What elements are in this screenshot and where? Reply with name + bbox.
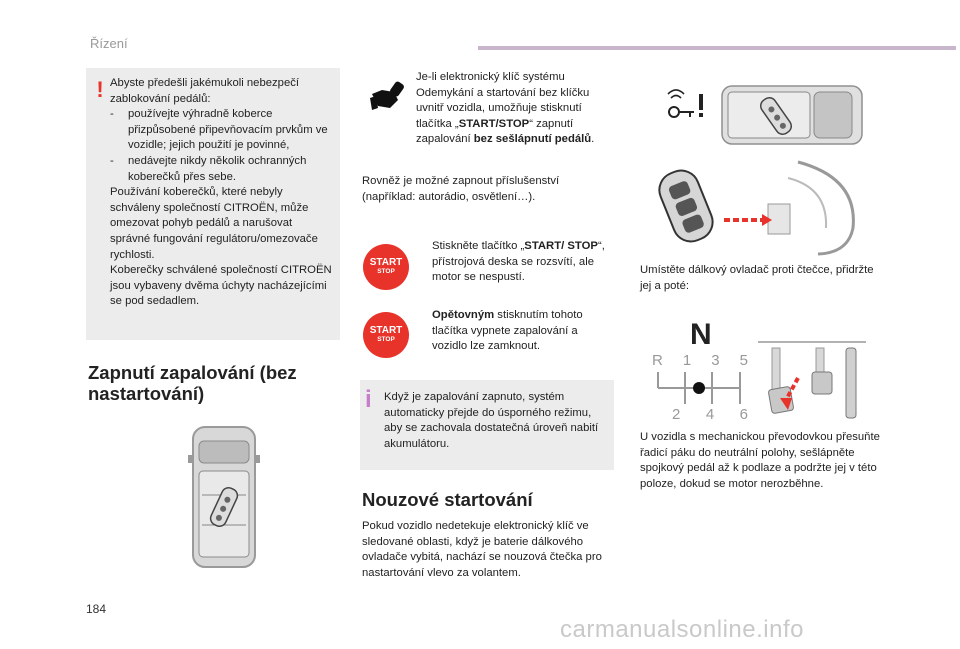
keyless-hand-icon: [368, 78, 408, 114]
page-number: 184: [86, 602, 107, 616]
bullet-icon: [418, 308, 432, 355]
section-header: Řízení: [90, 36, 128, 51]
bullet-icon: [626, 263, 640, 294]
keyless-text: Je-li elektronický klíč systému Odemykání a startování bez klíčku uvnitř vozidla, umožňuje stisknutí tlačítka „START/STOP“ zapnutí zapalování bez sešlápnutí pedálů.: [416, 71, 595, 146]
warning-icon: !: [96, 77, 104, 102]
step-place-key: Umístěte dálkový ovladač proti čtečce, přidržte jej a poté:: [626, 263, 876, 294]
step-manual-gearbox: U vozidla s mechanickou převodovkou přesuňte řadicí páku do neutrální polohy, sešlápněte spojkový pedál až k podlaze a podržte jej v této poloze, dokud se motor nerozběhne.: [626, 430, 882, 492]
emergency-text: Pokud vozidlo nedetekuje elektronický klíč ve sledované oblasti, když je baterie dálkového ovladače vybitá, nachází se nouzová čtečka pro nastartování vlevo za volantem.: [362, 520, 602, 579]
gear-shift-pattern: [652, 370, 748, 406]
key-reader-illustration: [648, 158, 860, 258]
info-text: Když je zapalování zapnuto, systém automaticky přejde do úsporného režimu, aby se zachovala dostatečná úroveň nabití akumulátoru.: [384, 391, 599, 450]
gear-neutral-label: N: [690, 318, 712, 351]
car-top-view-illustration: [190, 425, 258, 570]
warning-paragraph: Používání koberečků, které nebyly schváleny společností CITROËN, může omezovat pohyb pedálů a narušovat správné fungování regulátoru/omezovače rychlosti.: [110, 186, 318, 261]
key-warning-icon: [668, 90, 703, 117]
accessories-text: Rovněž je možné zapnout příslušenství (například: autorádio, osvětlení…).: [362, 175, 560, 203]
warning-paragraph: Koberečky schválené společností CITROËN jsou vybaveny dvěma úchyty nacházejícími se pod sedadlem.: [110, 264, 332, 308]
section-title-ignition: Zapnutí zapalování (bez nastartování): [88, 362, 297, 404]
header-bar: [478, 46, 956, 50]
warning-text: [110, 76, 334, 310]
info-icon: i: [365, 386, 372, 413]
step-press-start: Stiskněte tlačítko „START/ STOP“, přístrojová deska se rozsvítí, ale motor se nespustí.: [418, 239, 608, 286]
pedals-illustration: [758, 338, 866, 420]
step-press-again: Opětovným stisknutím tohoto tlačítka vypnete zapalování a vozidlo lze zamknout.: [418, 308, 608, 355]
key-fob-icon: [654, 165, 718, 247]
warning-item: - nedávejte nikdy několik ochranných koberečků přes sebe.: [110, 154, 307, 183]
gear-top-labels: R 1 3 5: [652, 352, 748, 369]
start-stop-button-icon: START STOP: [363, 244, 409, 290]
gear-knob-icon: [693, 382, 705, 394]
car-key-warning-illustration: [664, 82, 864, 148]
watermark: carmanualsonline.info: [560, 616, 804, 643]
warning-item: - používejte výhradně koberce přizpůsobené připevňovacím prvkům ve vozidle; jejich použití je povinné,: [110, 108, 328, 152]
section-title-emergency: Nouzové startování: [362, 489, 533, 510]
gear-bottom-labels: 2 4 6: [672, 406, 748, 423]
bullet-icon: [626, 430, 640, 492]
bullet-icon: [418, 239, 432, 286]
warning-intro: Abyste předešli jakémukoli nebezpečí zablokování pedálů:: [110, 77, 300, 105]
start-stop-button-icon: START STOP: [363, 312, 409, 358]
